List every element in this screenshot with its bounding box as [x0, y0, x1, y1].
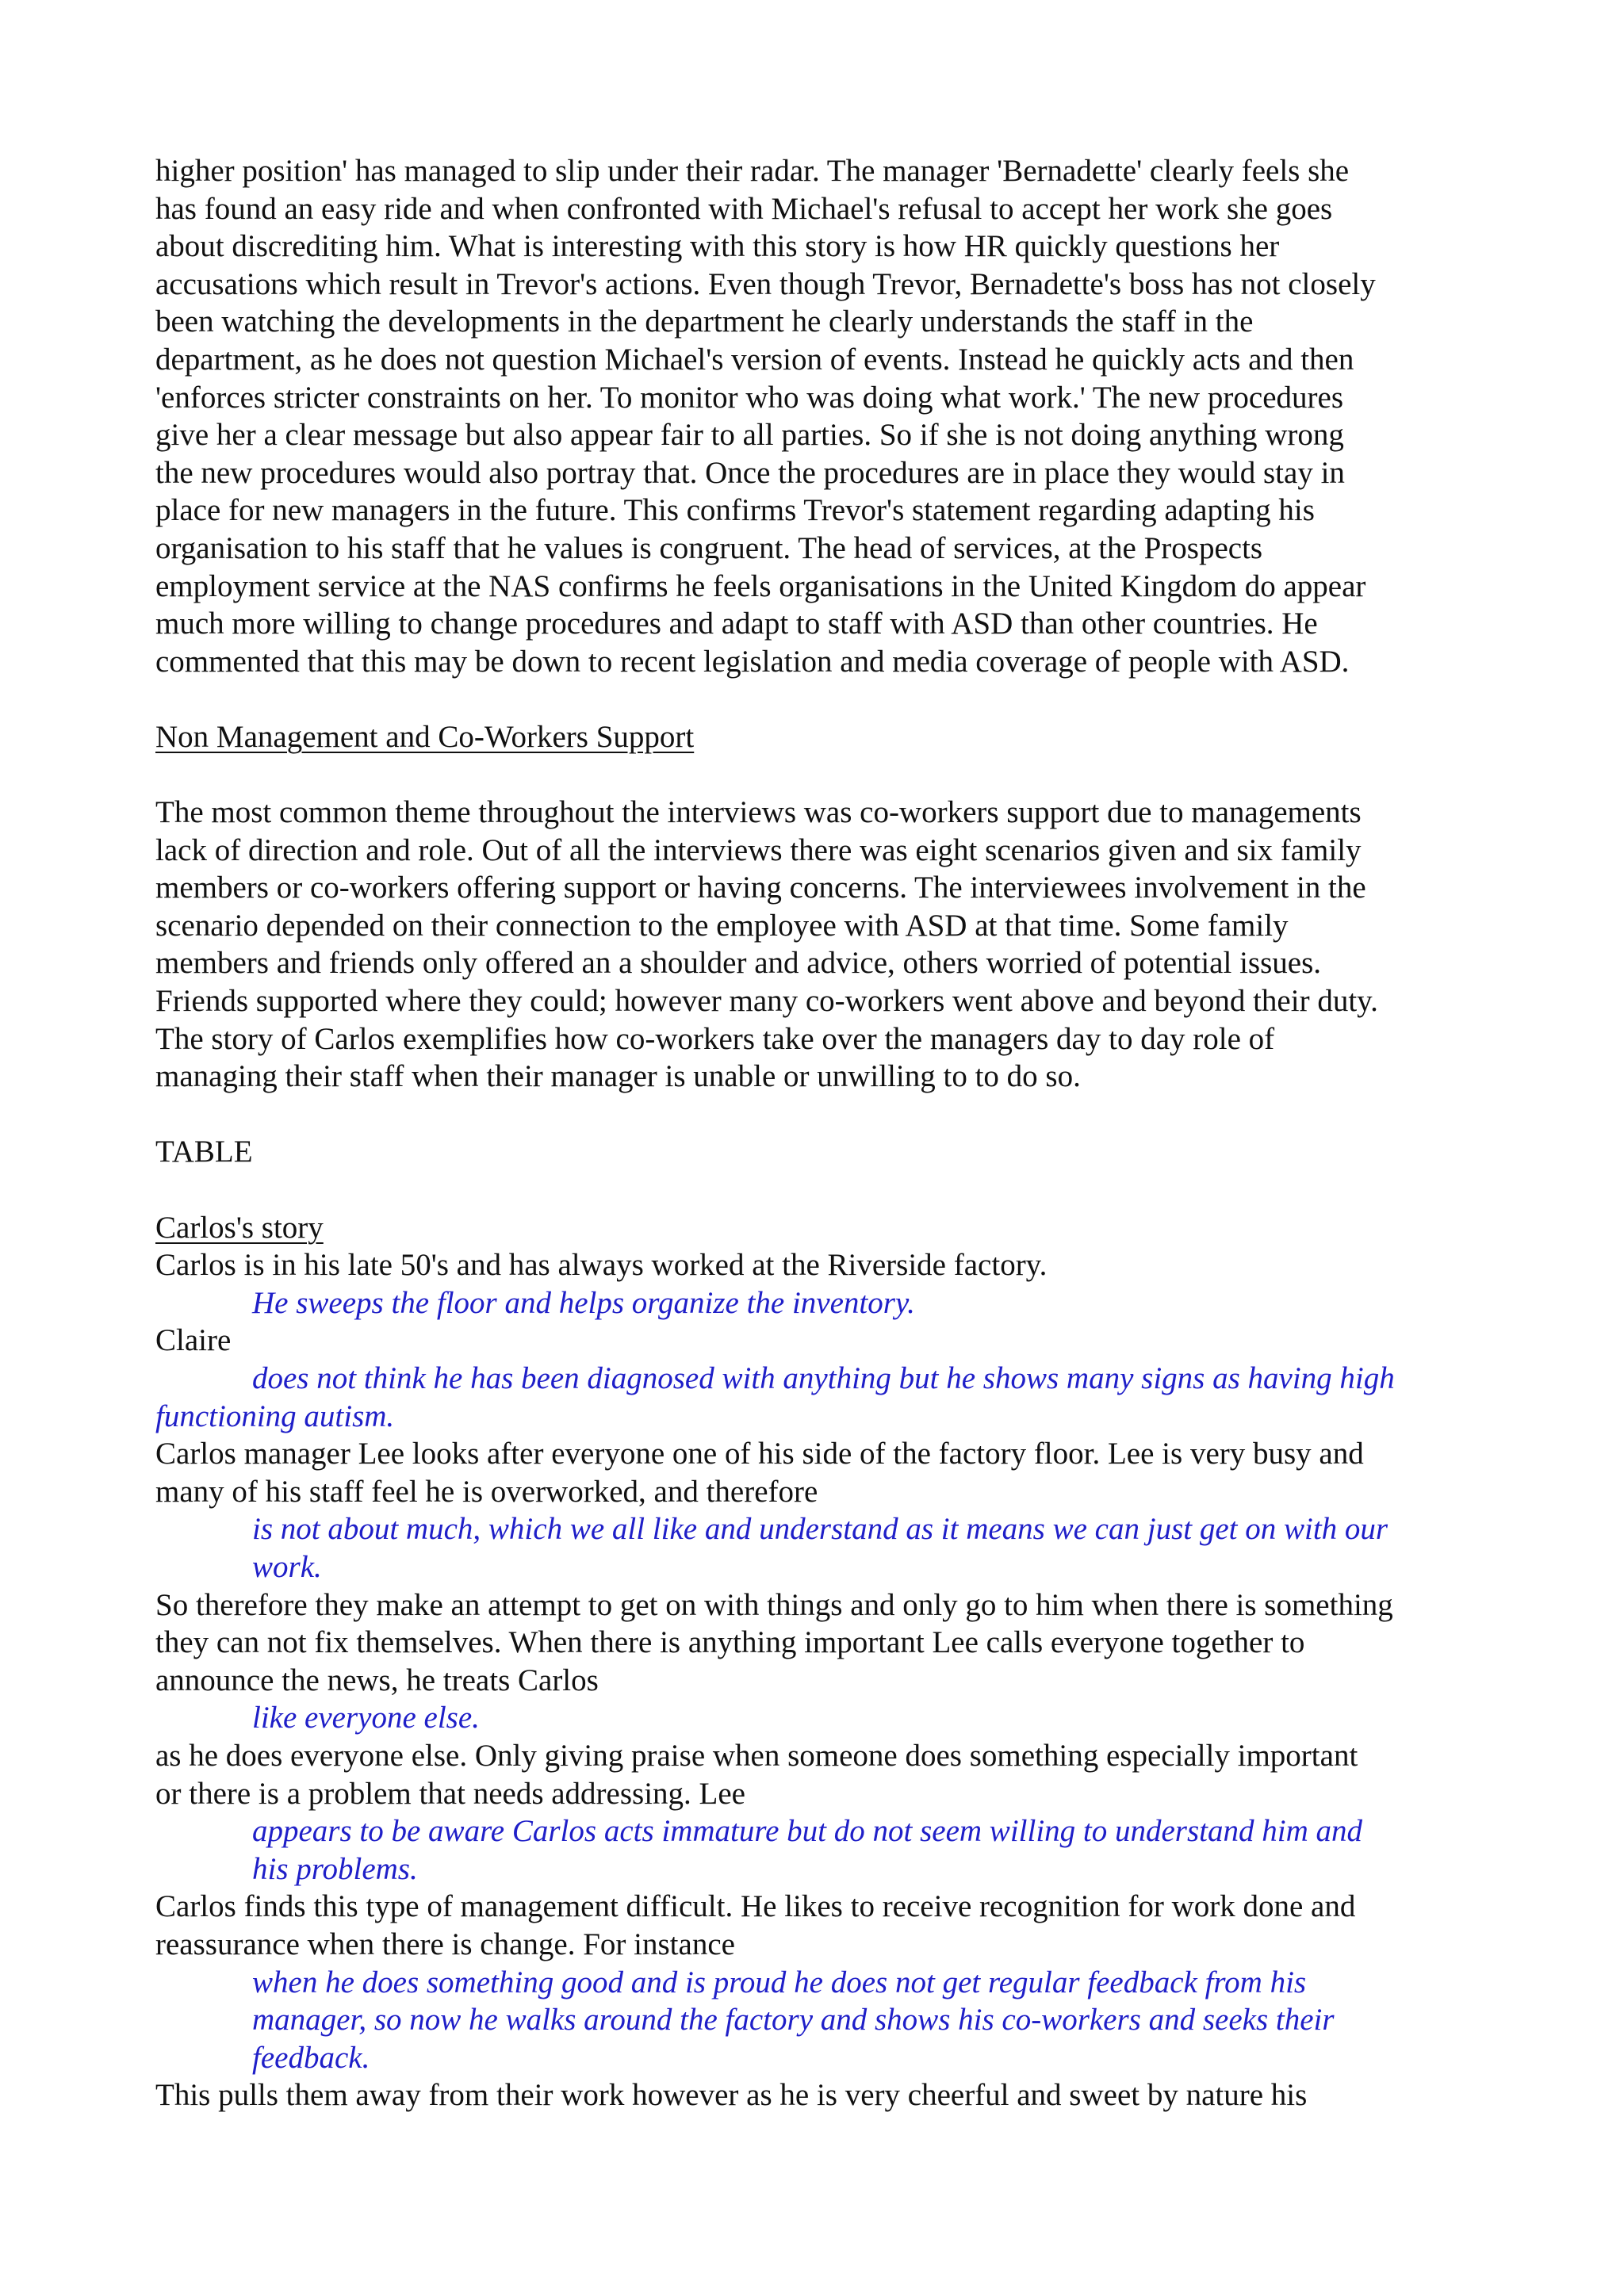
- interview-quote: He sweeps the floor and helps organize the inventory.: [252, 1285, 915, 1320]
- interview-quote: is not about much, which we all like and understand as it means we can just get on with our work.: [252, 1512, 1388, 1584]
- table-placeholder-label: TABLE: [155, 1135, 253, 1169]
- interview-quote: appears to be aware Carlos acts immature but do not seem willing to understand him and his problems.: [252, 1814, 1363, 1886]
- paragraph-carlos-finds: Carlos finds this type of management difficult. He likes to receive recognition for work done and reassurance when there is change. For instance: [155, 1889, 1356, 1961]
- paragraph-gap: [155, 756, 1472, 794]
- paragraph-therefore: So therefore they make an attempt to get on with things and only go to him when there is something they can not fix themselves. When there is anything important Lee calls everyone together to announce the news, he treats Carlos: [155, 1587, 1393, 1697]
- paragraph-bernadette: higher position' has managed to slip under their radar. The manager 'Bernadette' clearly feels she has found an easy ride and when confronted with Michael's refusal to accept her work she goes about discrediting him. What is interesting with this story is how HR quickly questions her accusations which result in Trevor's actions. Even though Trevor, Bernadette's boss has not closely been watching the developments in the department he clearly understands the staff in the department, as he does not question Michael's version of events. Instead he quickly acts and then 'enforces stricter constraints on her. To monitor who was doing what work.' The new procedures give her a clear message but also appear fair to all parties. So if she is not doing anything wrong the new procedures would also portray that. Once the procedures are in place they would stay in place for new managers in the future. This confirms Trevor's statement regarding adapting his organisation to his staff that he values is congruent. The head of services, at the Prospects employment service at the NAS confirms he feels organisations in the United Kingdom do appear much more willing to change procedures and adapt to staff with ASD than other countries. He commented that this may be down to recent legislation and media coverage of people with ASD.: [155, 154, 1376, 679]
- interview-quote: when he does something good and is proud he does not get regular feedback from his manager, so now he walks around the factory and shows his co-workers and seeks their feedback.: [252, 1965, 1335, 2075]
- interview-quote: does not think he has been diagnosed with anything but he shows many signs as having high functioning autism.: [155, 1361, 1395, 1433]
- paragraph-last: This pulls them away from their work however as he is very cheerful and sweet by nature his: [155, 2078, 1308, 2113]
- paragraph-gap: [155, 1171, 1472, 1209]
- section-heading-carlos: Carlos's story: [155, 1210, 324, 1245]
- paragraph-praise: as he does everyone else. Only giving praise when someone does something especially important or there is a problem that needs addressing. Lee: [155, 1738, 1358, 1811]
- interview-quote: like everyone else.: [252, 1701, 480, 1735]
- paragraph-gap: [155, 680, 1472, 718]
- section-heading-support: Non Management and Co-Workers Support: [155, 719, 695, 754]
- carlos-intro: Carlos is in his late 50's and has always worked at the Riverside factory.: [155, 1248, 1048, 1283]
- paragraph-lee: Carlos manager Lee looks after everyone one of his side of the factory floor. Lee is very busy and many of his staff feel he is overworked, and therefore: [155, 1437, 1364, 1509]
- speaker-name: Claire: [155, 1323, 232, 1358]
- document-page: [155, 152, 1472, 2114]
- paragraph-coworkers: The most common theme throughout the interviews was co-workers support due to managements lack of direction and role. Out of all the interviews there was eight scenarios given and six family members or co-workers offering support or having concerns. The interviewees involvement in the scenario depended on their connection to the employee with ASD at that time. Some family members and friends only offered an a shoulder and advice, others worried of potential issues. Friends supported where they could; however many co-workers went above and beyond their duty. The story of Carlos exemplifies how co-workers take over the managers day to day role of managing their staff when their manager is unable or unwilling to to do so.: [155, 795, 1378, 1094]
- paragraph-gap: [155, 1096, 1472, 1134]
